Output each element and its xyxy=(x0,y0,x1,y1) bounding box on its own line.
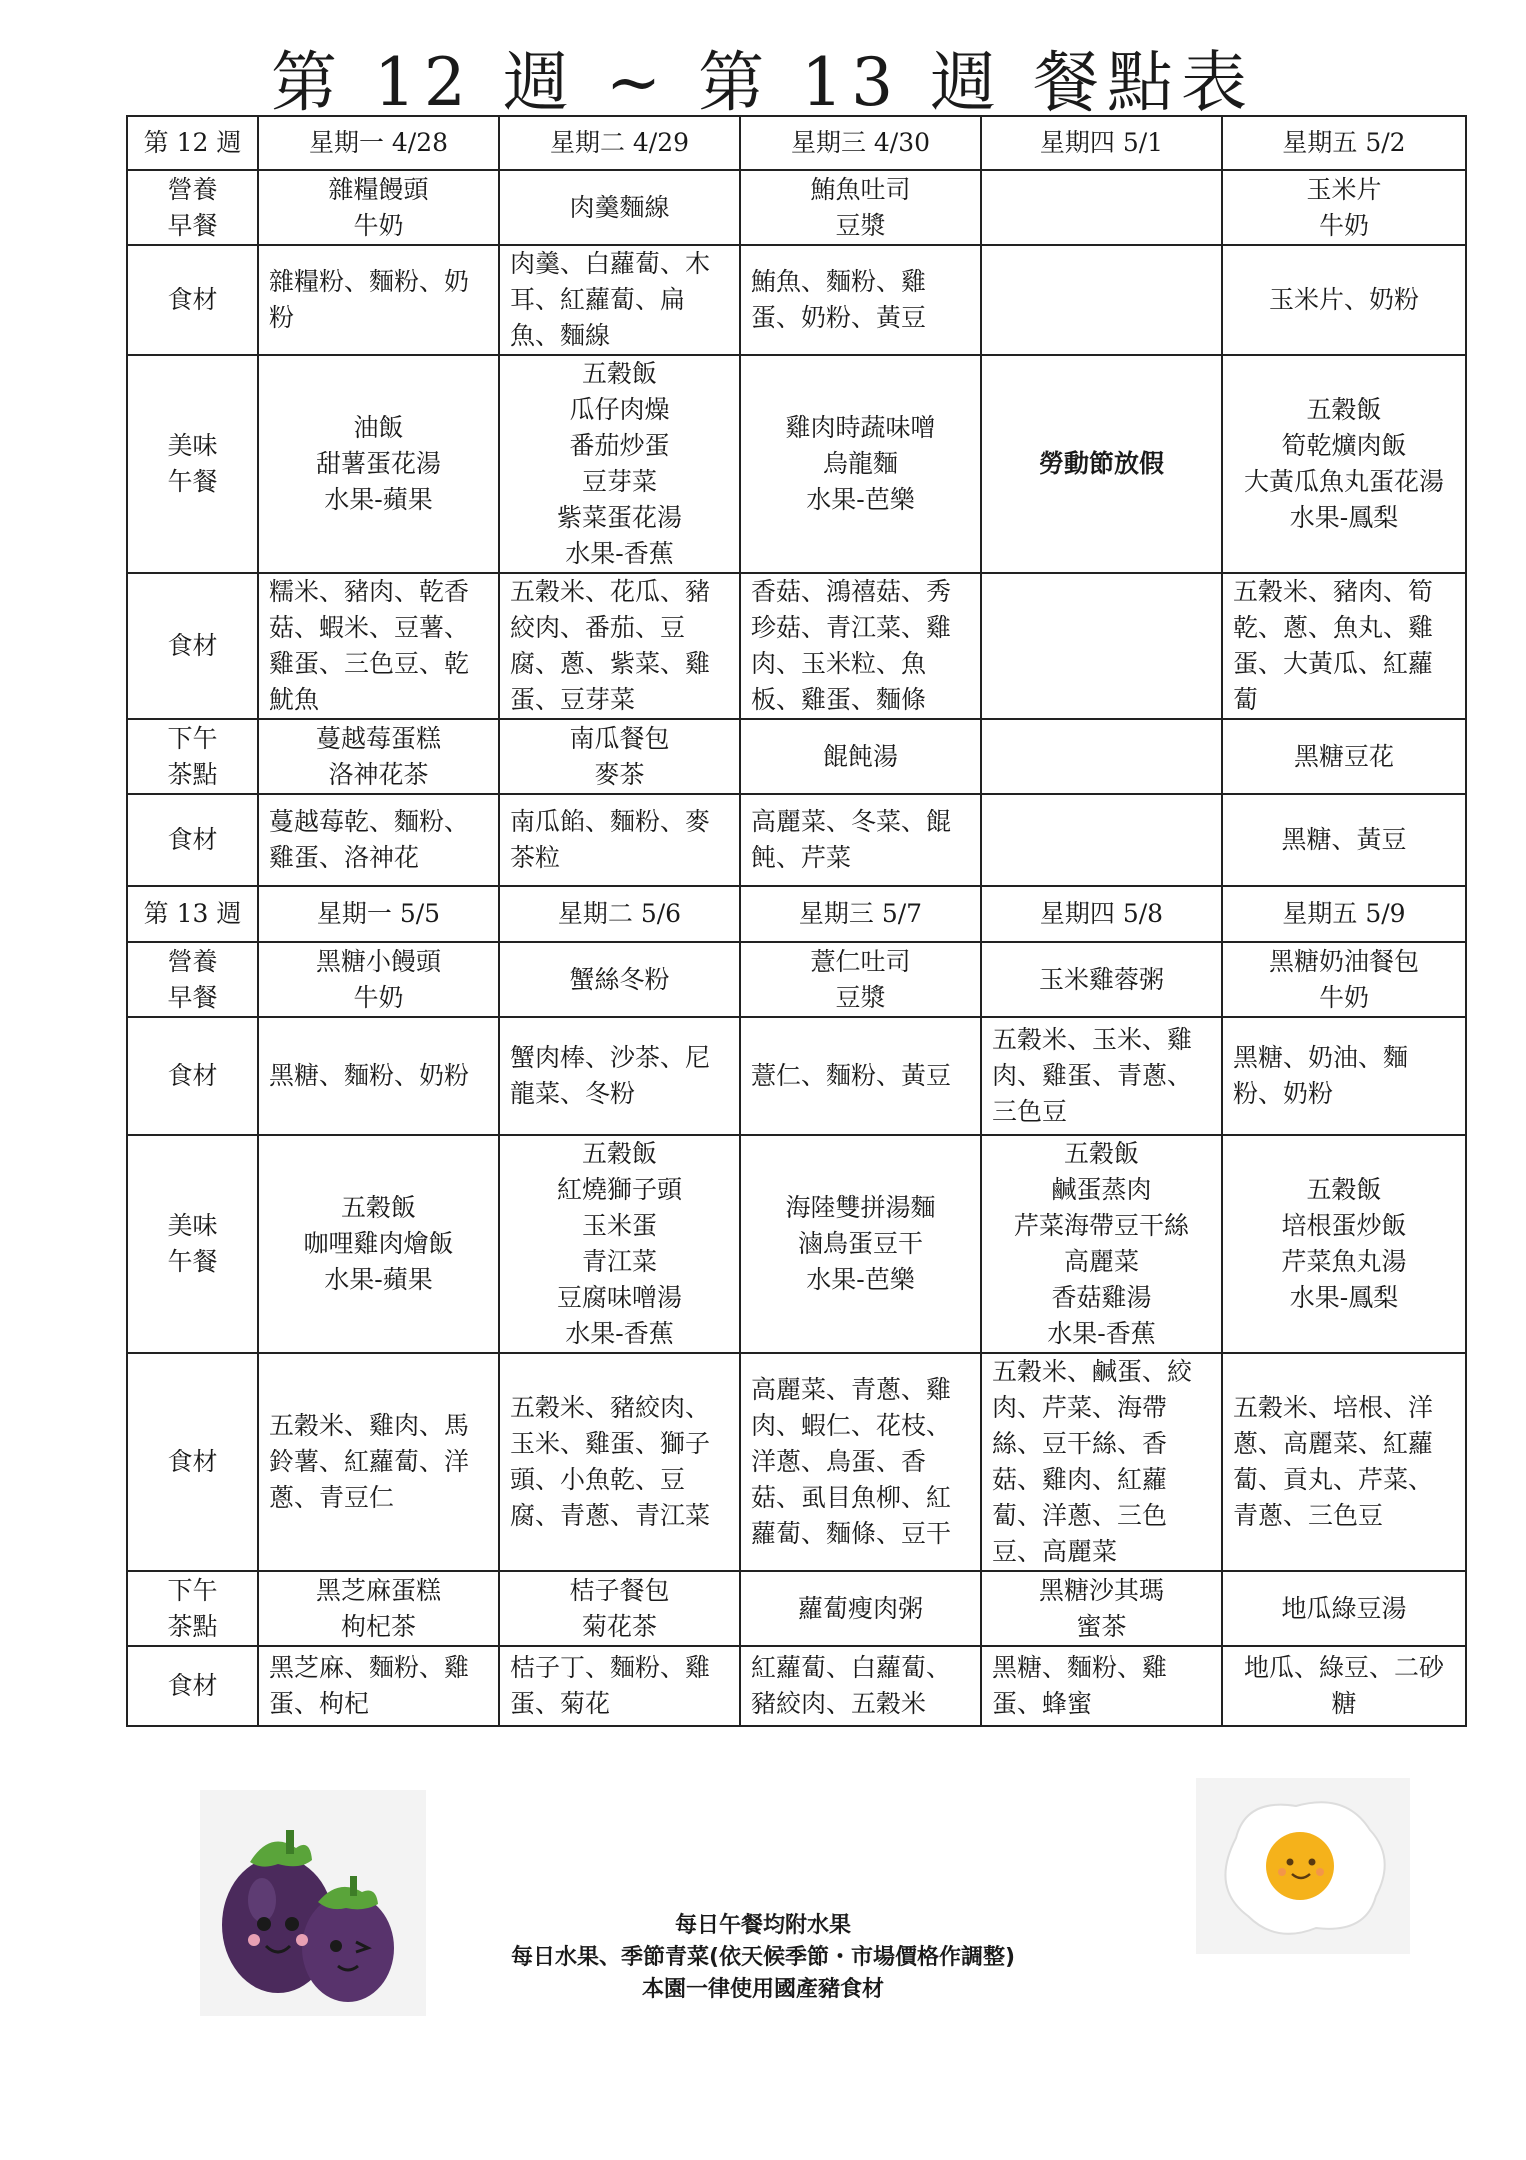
note-fruit-daily: 每日午餐均附水果 xyxy=(674,1913,851,1938)
ingredients-cell: 五穀米、玉米、雞肉、雞蛋、青蔥、三色豆 xyxy=(981,1017,1222,1135)
meal-cell: 蔓越莓蛋糕 洛神花茶 xyxy=(258,719,499,794)
ingredients-cell: 高麗菜、青蔥、雞肉、蝦仁、花枝、洋蔥、鳥蛋、香菇、虱目魚柳、紅蘿蔔、麵條、豆干 xyxy=(740,1353,981,1571)
row-label-ingredients: 食材 xyxy=(127,573,258,719)
ingredients-cell: 蔓越莓乾、麵粉、雞蛋、洛神花 xyxy=(258,794,499,886)
week13-snack-row xyxy=(127,1571,1466,1646)
meal-cell: 蘿蔔瘦肉粥 xyxy=(740,1571,981,1646)
meal-cell: 雞肉時蔬味噌 烏龍麵 水果-芭樂 xyxy=(740,355,981,573)
menu-table xyxy=(126,115,1467,1727)
week13-label: 第 13 週 xyxy=(127,886,258,942)
fried-egg-illustration xyxy=(1196,1778,1410,1954)
ingredients-cell: 五穀米、豬肉、筍乾、蔥、魚丸、雞蛋、大黃瓜、紅蘿蔔 xyxy=(1222,573,1466,719)
meal-cell: 五穀飯 鹹蛋蒸肉 芹菜海帶豆干絲 高麗菜 香菇雞湯 水果-香蕉 xyxy=(981,1135,1222,1353)
row-label-snack: 下午 茶點 xyxy=(127,1571,258,1646)
week13-day-tue: 星期二 5/6 xyxy=(499,886,740,942)
meal-cell: 桔子餐包 菊花茶 xyxy=(499,1571,740,1646)
meal-cell: 五穀飯 瓜仔肉燥 番茄炒蛋 豆芽菜 紫菜蛋花湯 水果-香蕉 xyxy=(499,355,740,573)
ingredients-cell: 蟹肉棒、沙茶、尼龍菜、冬粉 xyxy=(499,1017,740,1135)
row-label-breakfast: 營養 早餐 xyxy=(127,170,258,245)
ingredients-cell: 五穀米、花瓜、豬絞肉、番茄、豆腐、蔥、紫菜、雞蛋、豆芽菜 xyxy=(499,573,740,719)
ingredients-cell xyxy=(981,573,1222,719)
week12-breakfast-row xyxy=(127,170,1466,245)
ingredients-cell: 五穀米、鹹蛋、絞肉、芹菜、海帶絲、豆干絲、香菇、雞肉、紅蘿蔔、洋蔥、三色豆、高麗菜 xyxy=(981,1353,1222,1571)
week13-breakfast-row xyxy=(127,942,1466,1017)
week13-lunch-row xyxy=(127,1135,1466,1353)
row-label-ingredients: 食材 xyxy=(127,245,258,355)
row-label-lunch: 美味 午餐 xyxy=(127,1135,258,1353)
note-seasonal: 每日水果、季節青菜(依天候季節・市場價格作調整) xyxy=(510,1945,1016,1970)
ingredients-cell xyxy=(981,245,1222,355)
meal-cell: 黑芝麻蛋糕 枸杞茶 xyxy=(258,1571,499,1646)
week12-day-tue: 星期二 4/29 xyxy=(499,116,740,170)
meal-cell: 鮪魚吐司 豆漿 xyxy=(740,170,981,245)
week13-snack-ingredients-row xyxy=(127,1646,1466,1726)
meal-cell: 五穀飯 培根蛋炒飯 芹菜魚丸湯 水果-鳳梨 xyxy=(1222,1135,1466,1353)
ingredients-cell: 五穀米、豬絞肉、玉米、雞蛋、獅子頭、小魚乾、豆腐、青蔥、青江菜 xyxy=(499,1353,740,1571)
meal-cell: 黑糖小饅頭 牛奶 xyxy=(258,942,499,1017)
week12-day-wed: 星期三 4/30 xyxy=(740,116,981,170)
ingredients-cell: 肉羹、白蘿蔔、木耳、紅蘿蔔、扁魚、麵線 xyxy=(499,245,740,355)
week13-header-row xyxy=(127,886,1466,942)
meal-cell: 玉米片 牛奶 xyxy=(1222,170,1466,245)
ingredients-cell: 鮪魚、麵粉、雞蛋、奶粉、黃豆 xyxy=(740,245,981,355)
ingredients-cell: 薏仁、麵粉、黃豆 xyxy=(740,1017,981,1135)
week12-snack-row xyxy=(127,719,1466,794)
meal-cell: 海陸雙拼湯麵 滷鳥蛋豆干 水果-芭樂 xyxy=(740,1135,981,1353)
ingredients-cell: 玉米片、奶粉 xyxy=(1222,245,1466,355)
week13-day-mon: 星期一 5/5 xyxy=(258,886,499,942)
week12-lunch-ingredients-row xyxy=(127,573,1466,719)
meal-cell: 蟹絲冬粉 xyxy=(499,942,740,1017)
row-label-ingredients: 食材 xyxy=(127,1646,258,1726)
row-label-ingredients: 食材 xyxy=(127,1353,258,1571)
week12-snack-ingredients-row xyxy=(127,794,1466,886)
week13-day-thu: 星期四 5/8 xyxy=(981,886,1222,942)
week12-breakfast-ingredients-row xyxy=(127,245,1466,355)
ingredients-cell xyxy=(981,794,1222,886)
meal-cell: 黑糖豆花 xyxy=(1222,719,1466,794)
ingredients-cell: 糯米、豬肉、乾香菇、蝦米、豆薯、雞蛋、三色豆、乾魷魚 xyxy=(258,573,499,719)
meal-cell: 黑糖沙其瑪 蜜茶 xyxy=(981,1571,1222,1646)
ingredients-cell: 五穀米、雞肉、馬鈴薯、紅蘿蔔、洋蔥、青豆仁 xyxy=(258,1353,499,1571)
ingredients-cell: 黑糖、麵粉、雞蛋、蜂蜜 xyxy=(981,1646,1222,1726)
meal-cell: 五穀飯 咖哩雞肉燴飯 水果-蘋果 xyxy=(258,1135,499,1353)
ingredients-cell: 高麗菜、冬菜、餛飩、芹菜 xyxy=(740,794,981,886)
meal-cell: 黑糖奶油餐包 牛奶 xyxy=(1222,942,1466,1017)
week13-day-fri: 星期五 5/9 xyxy=(1222,886,1466,942)
week13-day-wed: 星期三 5/7 xyxy=(740,886,981,942)
week12-day-mon: 星期一 4/28 xyxy=(258,116,499,170)
ingredients-cell: 五穀米、培根、洋蔥、高麗菜、紅蘿蔔、貢丸、芹菜、青蔥、三色豆 xyxy=(1222,1353,1466,1571)
week12-header-row xyxy=(127,116,1466,170)
meal-cell: 玉米雞蓉粥 xyxy=(981,942,1222,1017)
ingredients-cell: 黑糖、奶油、麵粉、奶粉 xyxy=(1222,1017,1466,1135)
row-label-ingredients: 食材 xyxy=(127,1017,258,1135)
meal-cell xyxy=(981,719,1222,794)
meal-cell: 肉羹麵線 xyxy=(499,170,740,245)
ingredients-cell: 黑糖、麵粉、奶粉 xyxy=(258,1017,499,1135)
meal-cell: 薏仁吐司 豆漿 xyxy=(740,942,981,1017)
page-title: 第 12 週 ~ 第 13 週 餐點表 xyxy=(270,44,1256,121)
ingredients-cell: 黑糖、黃豆 xyxy=(1222,794,1466,886)
meal-cell: 南瓜餐包 麥茶 xyxy=(499,719,740,794)
week12-day-fri: 星期五 5/2 xyxy=(1222,116,1466,170)
ingredients-cell: 南瓜餡、麵粉、麥茶粒 xyxy=(499,794,740,886)
row-label-lunch: 美味 午餐 xyxy=(127,355,258,573)
week13-lunch-ingredients-row xyxy=(127,1353,1466,1571)
eggplant-illustration xyxy=(200,1790,426,2016)
meal-cell: 餛飩湯 xyxy=(740,719,981,794)
week13-breakfast-ingredients-row xyxy=(127,1017,1466,1135)
footer-notes xyxy=(400,1910,1126,2006)
ingredients-cell: 黑芝麻、麵粉、雞蛋、枸杞 xyxy=(258,1646,499,1726)
meal-cell: 油飯 甜薯蛋花湯 水果-蘋果 xyxy=(258,355,499,573)
row-label-breakfast: 營養 早餐 xyxy=(127,942,258,1017)
note-domestic-pork: 本園一律使用國產豬食材 xyxy=(641,1977,884,2002)
ingredients-cell: 雜糧粉、麵粉、奶粉 xyxy=(258,245,499,355)
meal-cell: 五穀飯 筍乾爌肉飯 大黃瓜魚丸蛋花湯 水果-鳳梨 xyxy=(1222,355,1466,573)
week12-lunch-row xyxy=(127,355,1466,573)
row-label-snack: 下午 茶點 xyxy=(127,719,258,794)
ingredients-cell: 香菇、鴻禧菇、秀珍菇、青江菜、雞肉、玉米粒、魚板、雞蛋、麵條 xyxy=(740,573,981,719)
ingredients-cell: 紅蘿蔔、白蘿蔔、豬絞肉、五穀米 xyxy=(740,1646,981,1726)
row-label-ingredients: 食材 xyxy=(127,794,258,886)
week12-label: 第 12 週 xyxy=(127,116,258,170)
week12-day-thu: 星期四 5/1 xyxy=(981,116,1222,170)
meal-cell: 雜糧饅頭 牛奶 xyxy=(258,170,499,245)
meal-cell: 地瓜綠豆湯 xyxy=(1222,1571,1466,1646)
holiday-notice: 勞動節放假 xyxy=(981,355,1222,573)
meal-cell xyxy=(981,170,1222,245)
ingredients-cell: 地瓜、綠豆、二砂糖 xyxy=(1222,1646,1466,1726)
ingredients-cell: 桔子丁、麵粉、雞蛋、菊花 xyxy=(499,1646,740,1726)
meal-cell: 五穀飯 紅燒獅子頭 玉米蛋 青江菜 豆腐味噌湯 水果-香蕉 xyxy=(499,1135,740,1353)
